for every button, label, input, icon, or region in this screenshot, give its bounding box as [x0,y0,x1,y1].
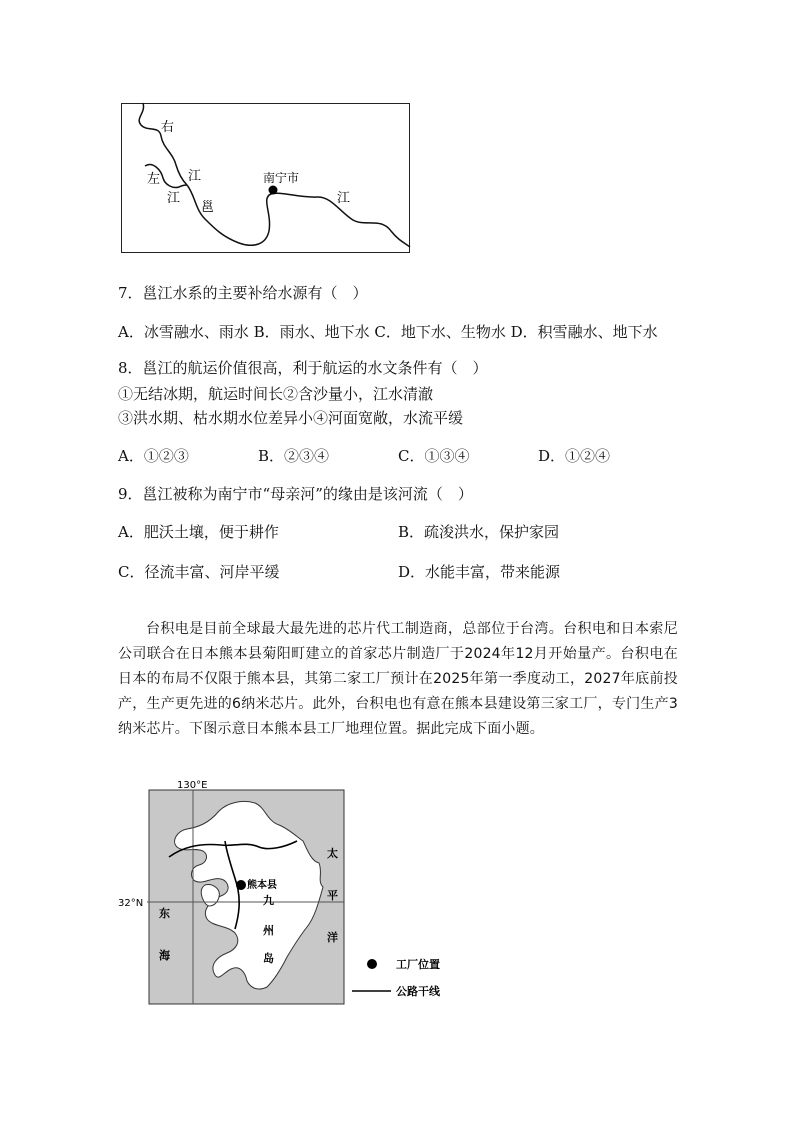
label-kyushu-2: 州 [263,924,274,937]
label-kyushu-1: 九 [263,894,274,907]
label-pacific-1: 太 [327,847,338,860]
label-32n: 32°N [118,898,144,909]
label-yong: 邕 [201,200,215,215]
label-you: 右 [161,120,175,135]
kumamoto-location-map [118,780,457,1006]
q7-options: A．冰雪融水、雨水 B．雨水、地下水 C．地下水、生物水 D．积雪融水、地下水 [118,323,658,341]
yong-river-map [121,103,410,253]
legend-factory-icon [367,959,377,969]
factory-marker [236,880,246,890]
label-kumamoto: 熊本县 [247,880,277,891]
label-zuo: 左 [147,172,161,187]
q8-item2: ③洪水期、枯水期水位差异小④河面宽敞，水流平缓 [118,409,464,427]
label-jiang-right: 江 [337,191,351,206]
q9-option-c: C．径流丰富、河岸平缓 [118,563,280,581]
q7-stem: 7．邕江水系的主要补给水源有（ ） [118,284,368,302]
nanning-marker [269,186,278,195]
label-jiang-upper: 江 [188,169,202,184]
label-east-sea-1: 东 [159,907,170,920]
q8-option-a: A．①②③ [118,447,189,465]
label-east-sea-2: 海 [159,949,170,962]
label-130e: 130°E [177,780,208,791]
q8-item1: ①无结冰期，航运时间长②含沙量小，江水清澈 [118,385,434,403]
passage-tsmc: 台积电是目前全球最大最先进的芯片代工制造商，总部位于台湾。台积电和日本索尼公司联合在日本熊本县菊阳町建立的首家芯片制造厂于2024年12月开始量产。台积电在日本的布局不仅限于熊本县，其第二家工厂预计在2025年第一季度动工，2027年底前投产，生产更先进的6纳米芯片。此外，台积电也有意在熊本县建设第三家工厂，专门生产3纳米芯片。下图示意日本熊本县工厂地理位置。据此完成下面小题。 [118,621,678,737]
q8-option-b: B．②③④ [258,447,330,465]
label-jiang-left: 江 [167,191,181,206]
label-pacific-2: 平 [327,889,338,902]
label-nanning: 南宁市 [263,171,300,185]
river-yong-jiang [187,185,410,247]
q8-option-c: C．①③④ [398,447,470,465]
q9-stem: 9．邕江被称为南宁市“母亲河”的缘由是该河流（ ） [118,485,473,503]
legend-road-label: 公路干线 [396,985,440,998]
q8-stem: 8．邕江的航运价值很高，利于航运的水文条件有（ ） [118,359,488,377]
label-pacific-3: 洋 [327,931,338,944]
q9-option-d: D．水能丰富，带来能源 [398,563,561,581]
q9-option-a: A．肥沃土壤，便于耕作 [118,523,279,541]
q8-option-d: D．①②④ [538,447,611,465]
q9-option-b: B．疏浚洪水，保护家园 [398,523,560,541]
legend-factory-label: 工厂位置 [396,958,440,971]
label-kyushu-3: 岛 [263,952,274,965]
